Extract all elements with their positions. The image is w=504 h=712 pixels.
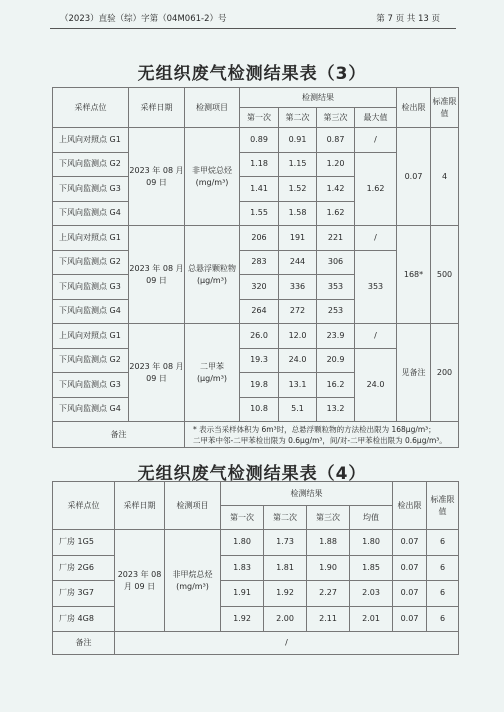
site-cell: 厂房 2G6: [53, 555, 115, 581]
value-cell: 253: [317, 299, 355, 324]
standard-limit-cell: 200: [431, 324, 459, 422]
header-c2: 第二次: [264, 506, 307, 530]
header-detection-limit: 检出限: [397, 88, 431, 128]
value-cell: 2.01: [350, 606, 393, 632]
value-cell: 221: [317, 226, 355, 251]
value-cell: 1.92: [221, 606, 264, 632]
date-cell: 2023 年 08 月 09 日: [115, 530, 165, 632]
item-cell: 二甲苯 (μg/m³): [185, 324, 240, 422]
header-standard-limit: 标准限值: [427, 482, 459, 530]
item-cell: 总悬浮颗粒物 (μg/m³): [185, 226, 240, 324]
standard-limit-cell: 6: [427, 581, 459, 607]
value-cell: 12.0: [279, 324, 317, 349]
site-cell: 上风向对照点 G1: [53, 226, 129, 251]
header-results: 检测结果: [240, 88, 397, 108]
report-number: （2023）直验（综）字第（04M061-2）号: [60, 14, 227, 24]
value-cell: 1.85: [350, 555, 393, 581]
header-date: 采样日期: [129, 88, 185, 128]
value-cell: 13.1: [279, 373, 317, 398]
value-cell: 26.0: [240, 324, 279, 349]
site-cell: 下风向监测点 G3: [53, 275, 129, 300]
value-cell: 1.55: [240, 201, 279, 226]
value-cell: 1.83: [221, 555, 264, 581]
detection-limit-cell: 见备注: [397, 324, 431, 422]
site-cell: 下风向监测点 G3: [53, 177, 129, 202]
date-cell: 2023 年 08 月 09 日: [129, 128, 185, 226]
value-cell: 1.20: [317, 152, 355, 177]
value-cell: 336: [279, 275, 317, 300]
item-cell: 非甲烷总烃 (mg/m³): [185, 128, 240, 226]
site-cell: 下风向监测点 G2: [53, 348, 129, 373]
standard-limit-cell: 4: [431, 128, 459, 226]
value-cell: 1.73: [264, 530, 307, 556]
header-site: 采样点位: [53, 482, 115, 530]
header-max: 最大值: [355, 108, 397, 128]
site-cell: 下风向监测点 G2: [53, 152, 129, 177]
max-cell: 24.0: [355, 348, 397, 422]
header-item: 检测项目: [165, 482, 221, 530]
value-cell: 19.8: [240, 373, 279, 398]
value-cell: 2.03: [350, 581, 393, 607]
date-cell: 2023 年 08 月 09 日: [129, 226, 185, 324]
site-cell: 厂房 1G5: [53, 530, 115, 556]
remark-line: * 表示当采样体积为 6m³时，总悬浮颗粒物的方法检出限为 168μg/m³；: [193, 424, 436, 434]
value-cell: 283: [240, 250, 279, 275]
date-cell: 2023 年 08 月 09 日: [129, 324, 185, 422]
value-cell: 1.81: [264, 555, 307, 581]
max-cell: /: [355, 128, 397, 153]
site-cell: 下风向监测点 G3: [53, 373, 129, 398]
detection-limit-cell: 0.07: [393, 530, 427, 556]
value-cell: 206: [240, 226, 279, 251]
value-cell: 272: [279, 299, 317, 324]
header-results: 检测结果: [221, 482, 393, 506]
page-number: 第 7 页 共 13 页: [376, 14, 440, 24]
value-cell: 20.9: [317, 348, 355, 373]
value-cell: 320: [240, 275, 279, 300]
header-c1: 第一次: [240, 108, 279, 128]
header-c3: 第三次: [307, 506, 350, 530]
page-header: [0, 12, 504, 26]
header-c1: 第一次: [221, 506, 264, 530]
header-site: 采样点位: [53, 88, 129, 128]
value-cell: 1.92: [264, 581, 307, 607]
value-cell: 0.91: [279, 128, 317, 153]
standard-limit-cell: 500: [431, 226, 459, 324]
remark-label: 备注: [53, 422, 185, 448]
value-cell: 0.87: [317, 128, 355, 153]
value-cell: 1.42: [317, 177, 355, 202]
value-cell: 1.80: [221, 530, 264, 556]
standard-limit-cell: 6: [427, 530, 459, 556]
value-cell: 1.18: [240, 152, 279, 177]
detection-limit-cell: 168*: [397, 226, 431, 324]
value-cell: 264: [240, 299, 279, 324]
max-cell: 1.62: [355, 152, 397, 226]
value-cell: 1.58: [279, 201, 317, 226]
remark-label: 备注: [53, 632, 115, 655]
value-cell: 2.27: [307, 581, 350, 607]
detection-limit-cell: 0.07: [393, 581, 427, 607]
value-cell: 191: [279, 226, 317, 251]
value-cell: 1.41: [240, 177, 279, 202]
value-cell: 244: [279, 250, 317, 275]
value-cell: 10.8: [240, 397, 279, 422]
max-cell: /: [355, 324, 397, 349]
standard-limit-cell: 6: [427, 555, 459, 581]
value-cell: 2.11: [307, 606, 350, 632]
site-cell: 厂房 4G8: [53, 606, 115, 632]
site-cell: 上风向对照点 G1: [53, 128, 129, 153]
remark-text: /: [115, 632, 459, 655]
value-cell: 24.0: [279, 348, 317, 373]
value-cell: 19.3: [240, 348, 279, 373]
site-cell: 下风向监测点 G4: [53, 201, 129, 226]
value-cell: 306: [317, 250, 355, 275]
value-cell: 1.91: [221, 581, 264, 607]
table4-title: 无组织废气检测结果表（4）: [137, 464, 367, 484]
table3-title: 无组织废气检测结果表（3）: [137, 64, 367, 84]
value-cell: 23.9: [317, 324, 355, 349]
value-cell: 1.90: [307, 555, 350, 581]
value-cell: 1.80: [350, 530, 393, 556]
value-cell: 1.15: [279, 152, 317, 177]
detection-limit-cell: 0.07: [393, 555, 427, 581]
header-c3: 第三次: [317, 108, 355, 128]
site-cell: 厂房 3G7: [53, 581, 115, 607]
site-cell: 下风向监测点 G4: [53, 299, 129, 324]
detection-limit-cell: 0.07: [393, 606, 427, 632]
remark-line: 二甲苯中邻-二甲苯检出限为 0.6μg/m³，间/对-二甲苯检出限为 0.6μg/m³。: [193, 435, 447, 445]
header-item: 检测项目: [185, 88, 240, 128]
header-avg: 均值: [350, 506, 393, 530]
value-cell: 13.2: [317, 397, 355, 422]
header-detection-limit: 检出限: [393, 482, 427, 530]
site-cell: 下风向监测点 G4: [53, 397, 129, 422]
header-c2: 第二次: [279, 108, 317, 128]
site-cell: 下风向监测点 G2: [53, 250, 129, 275]
value-cell: 16.2: [317, 373, 355, 398]
value-cell: 5.1: [279, 397, 317, 422]
header-divider: [50, 28, 456, 29]
value-cell: 1.88: [307, 530, 350, 556]
max-cell: 353: [355, 250, 397, 324]
table4: [52, 481, 459, 655]
value-cell: 353: [317, 275, 355, 300]
header-standard-limit: 标准限值: [431, 88, 459, 128]
header-date: 采样日期: [115, 482, 165, 530]
item-cell: 非甲烷总烃 (mg/m³): [165, 530, 221, 632]
detection-limit-cell: 0.07: [397, 128, 431, 226]
value-cell: 2.00: [264, 606, 307, 632]
value-cell: 0.89: [240, 128, 279, 153]
table3: [52, 87, 459, 448]
value-cell: 1.52: [279, 177, 317, 202]
max-cell: /: [355, 226, 397, 251]
standard-limit-cell: 6: [427, 606, 459, 632]
value-cell: 1.62: [317, 201, 355, 226]
remark-text: [185, 422, 459, 448]
site-cell: 上风向对照点 G1: [53, 324, 129, 349]
